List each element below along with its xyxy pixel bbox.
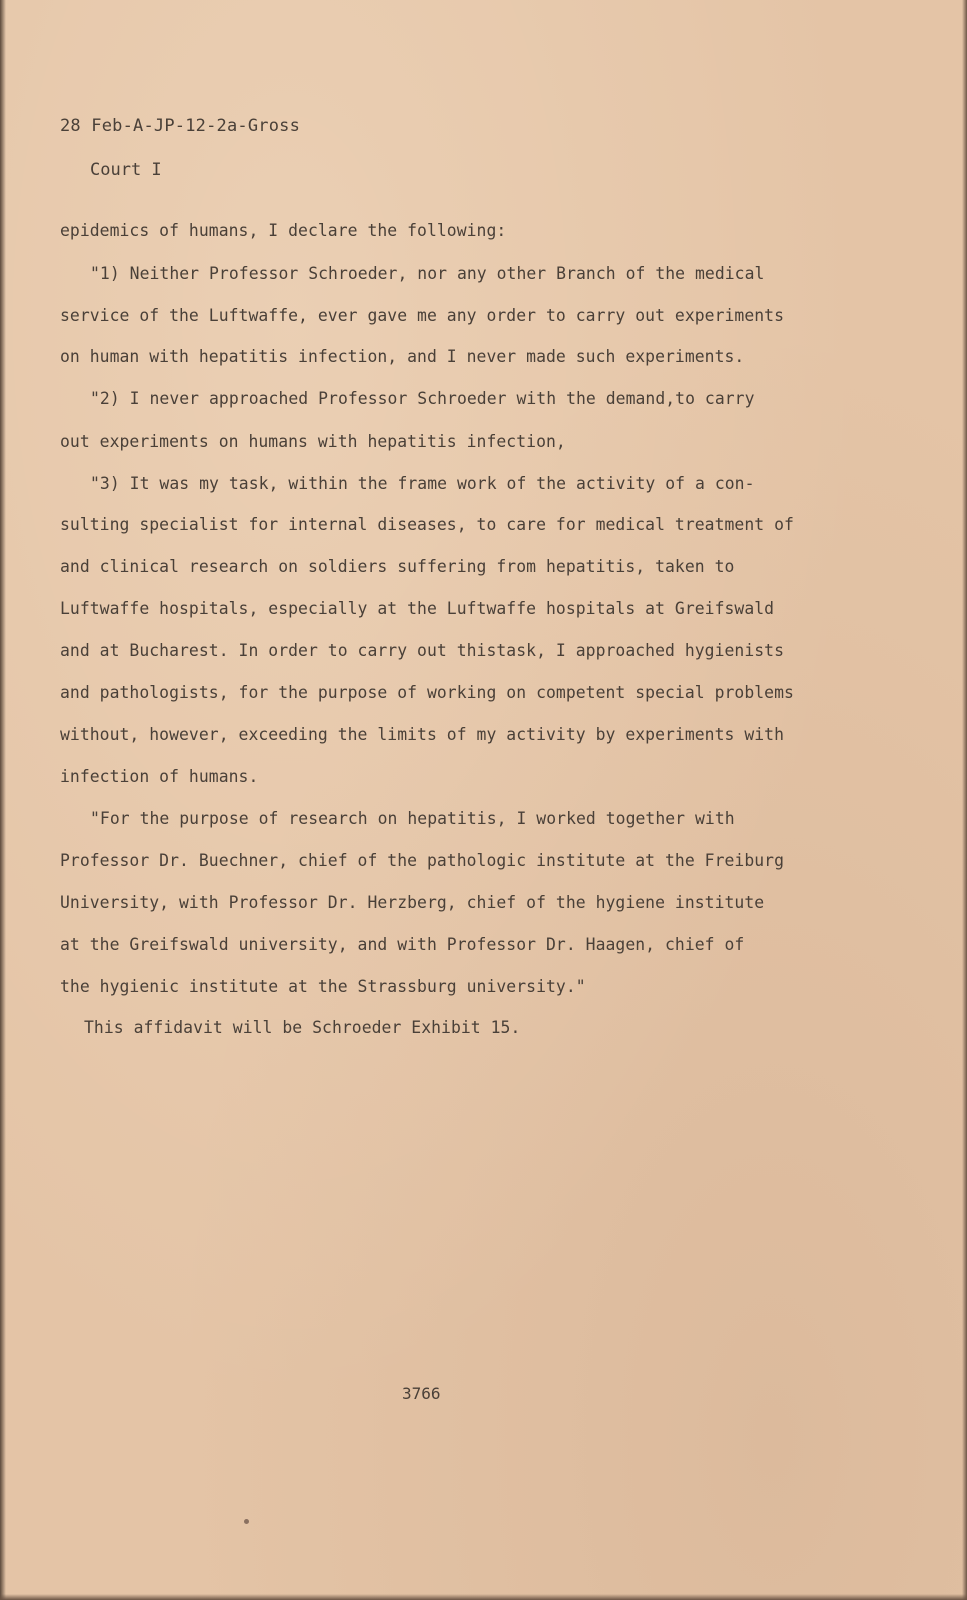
text-line: This affidavit will be Schroeder Exhibit 15. <box>84 1018 521 1037</box>
paper-speck <box>244 1519 249 1524</box>
text-line: out experiments on humans with hepatitis infection, <box>60 432 566 451</box>
page-edge-shadow <box>0 0 6 1600</box>
text-line: "3) It was my task, within the frame work of the activity of a con- <box>90 474 755 493</box>
text-line: "2) I never approached Professor Schroeder with the demand,to carry <box>90 389 755 408</box>
text-line: at the Greifswald university, and with Professor Dr. Haagen, chief of <box>60 935 745 954</box>
text-line: on human with hepatitis infection, and I never made such experiments. <box>60 347 745 366</box>
text-line: University, with Professor Dr. Herzberg, chief of the hygiene institute <box>60 893 765 912</box>
page-edge-shadow <box>962 0 967 1600</box>
text-line: and clinical research on soldiers suffering from hepatitis, taken to <box>60 557 735 576</box>
text-line: sulting specialist for internal diseases, to care for medical treatment of <box>60 515 794 534</box>
text-line: epidemics of humans, I declare the following: <box>60 221 507 240</box>
page-edge-shadow <box>0 1594 967 1600</box>
text-line: and at Bucharest. In order to carry out thistask, I approached hygienists <box>60 641 785 660</box>
document-reference-code: 28 Feb-A-JP-12-2a-Gross <box>60 116 301 136</box>
text-line: the hygienic institute at the Strassburg university." <box>60 977 586 996</box>
text-line: without, however, exceeding the limits of my activity by experiments with <box>60 725 785 744</box>
text-line: service of the Luftwaffe, ever gave me any order to carry out experiments <box>60 306 785 325</box>
page-number: 3766 <box>402 1384 441 1403</box>
text-line: "1) Neither Professor Schroeder, nor any other Branch of the medical <box>90 264 765 283</box>
text-line: and pathologists, for the purpose of working on competent special problems <box>60 683 794 702</box>
text-line: Luftwaffe hospitals, especially at the Luftwaffe hospitals at Greifswald <box>60 599 775 618</box>
text-line: infection of humans. <box>60 767 259 786</box>
text-line: "For the purpose of research on hepatitis, I worked together with <box>90 809 735 828</box>
court-label: Court I <box>90 160 162 180</box>
text-line: Professor Dr. Buechner, chief of the pathologic institute at the Freiburg <box>60 851 785 870</box>
